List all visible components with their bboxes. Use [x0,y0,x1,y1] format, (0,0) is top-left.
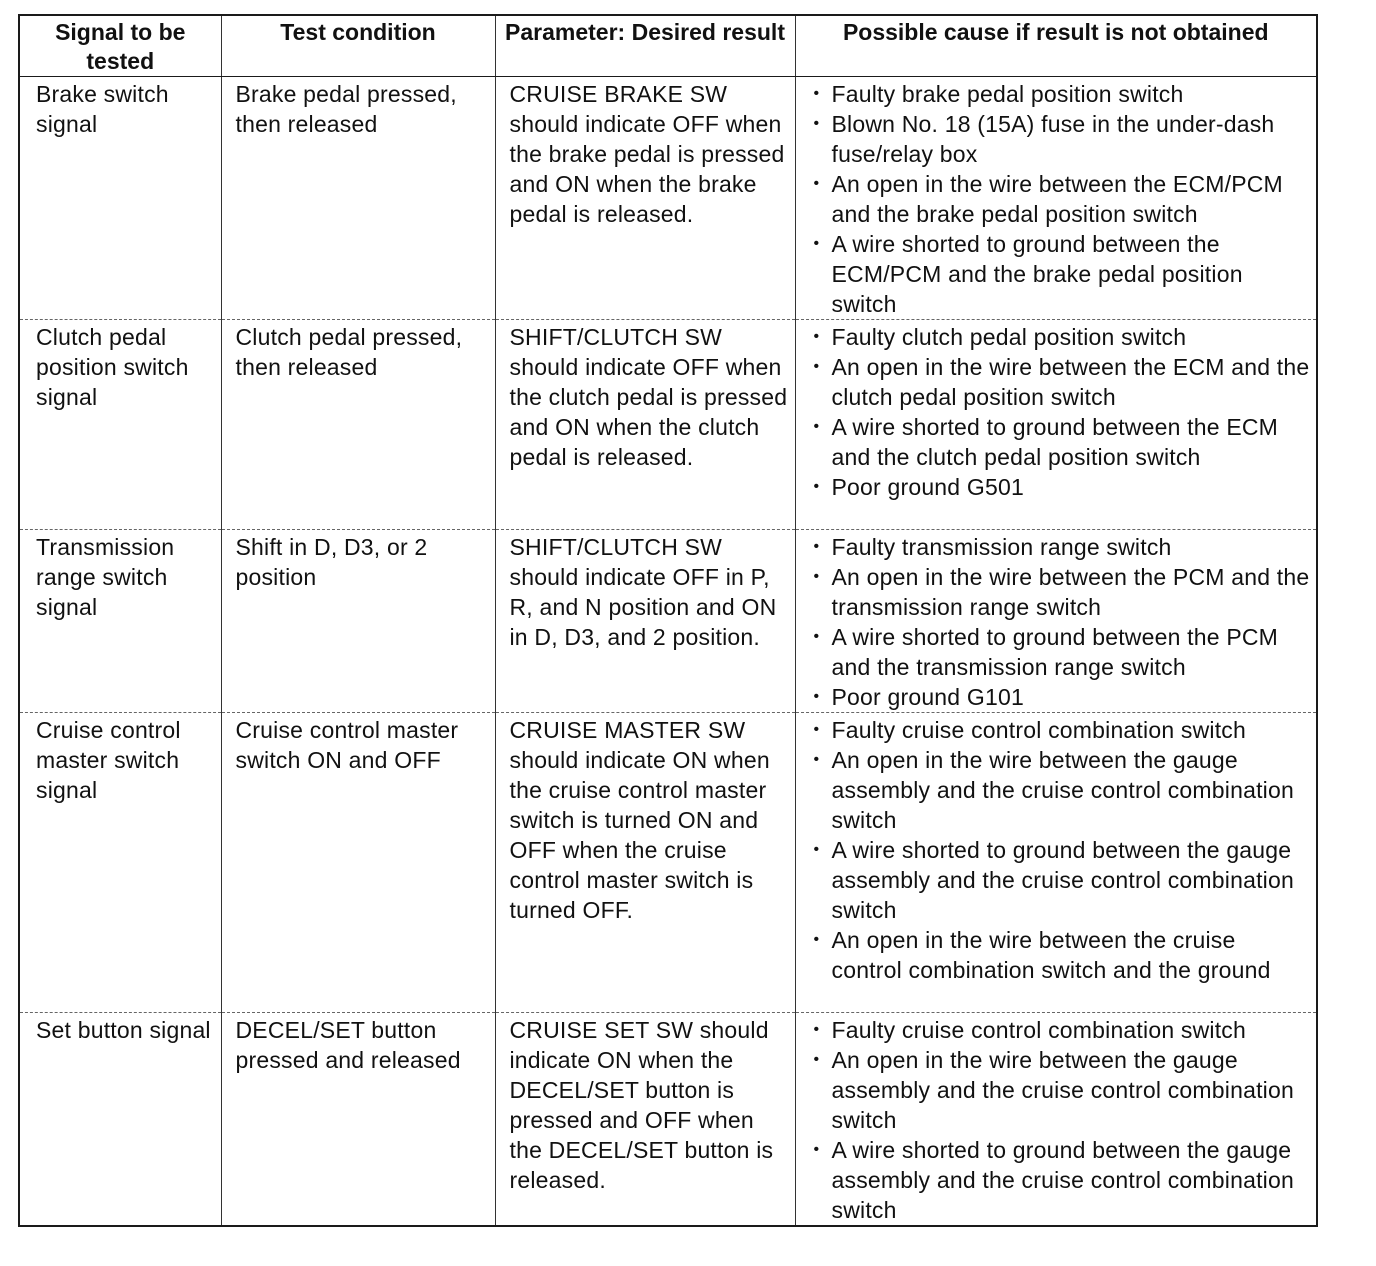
cause-text: An open in the wire between the cruise control combination switch and the ground [831,927,1271,983]
cause-text: Poor ground G101 [831,684,1024,710]
bullet-icon: • [813,688,820,705]
cause-text: An open in the wire between the gauge assembly and the cruise control combination switch [831,1047,1294,1133]
cause-item [806,715,1313,745]
test-condition-cell: Cruise control master switch ON and OFF [221,713,495,1013]
header-signal: Signal to be tested [19,15,221,77]
possible-causes-cell [795,320,1317,530]
table-row [19,530,1317,713]
header-test-condition: Test condition [221,15,495,77]
cause-item [806,412,1313,472]
bullet-icon: • [813,418,820,435]
cause-list [806,532,1313,712]
cause-text: Faulty clutch pedal position switch [831,324,1187,350]
table-row [19,713,1317,1013]
cause-list [806,1015,1313,1225]
cause-text: An open in the wire between the ECM and the clutch pedal position switch [831,354,1310,410]
cause-item [806,472,1313,502]
bullet-icon: • [813,1141,820,1158]
desired-result-cell: CRUISE MASTER SW should indicate ON when the cruise control master switch is turned ON and OFF when the cruise control master switch is turned OFF. [495,713,795,1013]
diagnostic-table [18,14,1318,1227]
cause-item [806,229,1313,319]
cause-item [806,532,1313,562]
cause-item [806,1135,1313,1225]
cause-text: A wire shorted to ground between the ECM/PCM and the brake pedal position switch [831,231,1243,317]
cause-text: A wire shorted to ground between the gauge assembly and the cruise control combination switch [831,1137,1294,1223]
header-desired-result: Parameter: Desired result [495,15,795,77]
test-condition-cell: Brake pedal pressed, then released [221,77,495,320]
desired-result-cell: SHIFT/CLUTCH SW should indicate OFF in P, R, and N position and ON in D, D3, and 2 position. [495,530,795,713]
cause-item [806,322,1313,352]
cause-list [806,79,1313,319]
signal-cell: Cruise control master switch signal [19,713,221,1013]
cause-text: A wire shorted to ground between the gauge assembly and the cruise control combination switch [831,837,1294,923]
cause-item [806,562,1313,622]
bullet-icon: • [813,1021,820,1038]
signal-cell: Transmission range switch signal [19,530,221,713]
cause-item [806,835,1313,925]
cause-item [806,1015,1313,1045]
table-body [19,77,1317,1227]
bullet-icon: • [813,628,820,645]
cause-item [806,622,1313,682]
table-row [19,77,1317,320]
possible-causes-cell [795,1013,1317,1227]
header-possible-cause: Possible cause if result is not obtained [795,15,1317,77]
cause-text: A wire shorted to ground between the ECM and the clutch pedal position switch [831,414,1279,470]
cause-item [806,169,1313,229]
cause-item [806,1045,1313,1135]
bullet-icon: • [813,85,820,102]
cause-text: Faulty brake pedal position switch [831,81,1184,107]
desired-result-cell: SHIFT/CLUTCH SW should indicate OFF when the clutch pedal is pressed and ON when the clutch pedal is released. [495,320,795,530]
table-header [19,15,1317,77]
desired-result-cell: CRUISE BRAKE SW should indicate OFF when the brake pedal is pressed and ON when the brake pedal is released. [495,77,795,320]
signal-cell: Clutch pedal position switch signal [19,320,221,530]
cause-list [806,322,1313,502]
cause-text: Faulty cruise control combination switch [831,717,1246,743]
bullet-icon: • [813,568,820,585]
test-condition-cell: DECEL/SET button pressed and released [221,1013,495,1227]
possible-causes-cell [795,713,1317,1013]
bullet-icon: • [813,721,820,738]
possible-causes-cell [795,530,1317,713]
signal-cell: Set button signal [19,1013,221,1227]
test-condition-cell: Shift in D, D3, or 2 position [221,530,495,713]
cause-text: An open in the wire between the PCM and the transmission range switch [831,564,1310,620]
possible-causes-cell [795,77,1317,320]
cause-text: An open in the wire between the gauge assembly and the cruise control combination switch [831,747,1294,833]
bullet-icon: • [813,358,820,375]
cause-item [806,79,1313,109]
cause-text: Poor ground G501 [831,474,1024,500]
cause-text: A wire shorted to ground between the PCM and the transmission range switch [831,624,1279,680]
cause-item [806,109,1313,169]
header-row [19,15,1317,77]
bullet-icon: • [813,115,820,132]
bullet-icon: • [813,1051,820,1068]
bullet-icon: • [813,751,820,768]
table-row [19,320,1317,530]
bullet-icon: • [813,841,820,858]
bullet-icon: • [813,328,820,345]
signal-cell: Brake switch signal [19,77,221,320]
bullet-icon: • [813,478,820,495]
cause-item [806,352,1313,412]
cause-text: Faulty cruise control combination switch [831,1017,1246,1043]
cause-list [806,715,1313,985]
bullet-icon: • [813,175,820,192]
table-row [19,1013,1317,1227]
bullet-icon: • [813,538,820,555]
cause-item [806,682,1313,712]
cause-text: An open in the wire between the ECM/PCM and the brake pedal position switch [831,171,1283,227]
cause-item [806,745,1313,835]
desired-result-cell: CRUISE SET SW should indicate ON when the DECEL/SET button is pressed and OFF when the DECEL/SET button is released. [495,1013,795,1227]
bullet-icon: • [813,931,820,948]
test-condition-cell: Clutch pedal pressed, then released [221,320,495,530]
cause-item [806,925,1313,985]
cause-text: Faulty transmission range switch [831,534,1172,560]
bullet-icon: • [813,235,820,252]
cause-text: Blown No. 18 (15A) fuse in the under-dash fuse/relay box [831,111,1275,167]
